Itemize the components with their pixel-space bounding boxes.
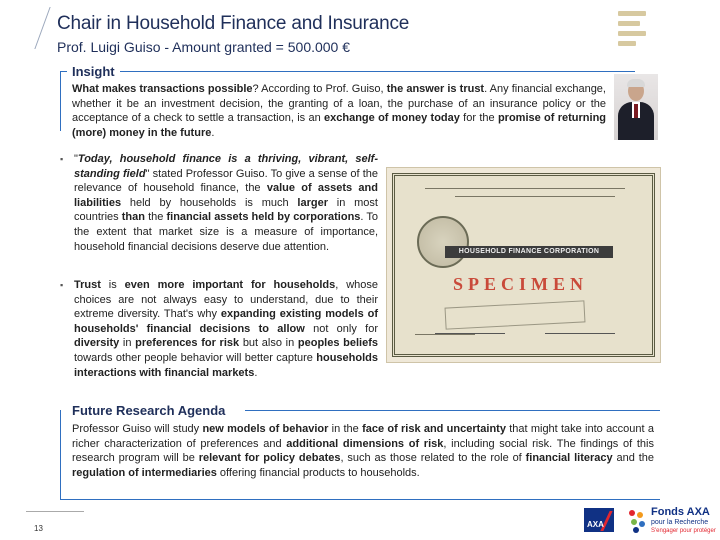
text-run: regulation of intermediaries <box>72 466 217 479</box>
text-run: new models of behavior <box>202 423 329 435</box>
insight-text <box>72 82 606 140</box>
text-run: . To the extent that market size is a measure of importance, household financial decisions deserve due attention. <box>74 211 378 253</box>
axa-logo-text: AXA <box>587 520 604 529</box>
text-run: " <box>74 153 78 165</box>
text-run: . <box>211 126 215 139</box>
text-run: Today, household finance is a thriving, vibrant, self-standing field <box>74 153 378 180</box>
bullet-text <box>74 279 378 379</box>
certificate-seal-icon <box>417 216 469 268</box>
text-run: . <box>254 366 258 379</box>
text-run: Professor Guiso will study <box>72 423 203 435</box>
research-text <box>72 422 654 480</box>
bullet-text <box>74 153 378 253</box>
text-run: " stated Professor Guiso. To give a sense of the relevance of household finance, the <box>74 167 378 195</box>
fonds-line2: S'engager pour protéger <box>651 528 716 534</box>
text-run: exchange of money today <box>324 112 460 124</box>
text-run: in <box>119 337 136 350</box>
axa-logo-icon <box>584 508 614 532</box>
text-run: peoples beliefs <box>297 337 378 350</box>
text-run: relevant for policy debates <box>198 452 341 464</box>
text-run: additional dimensions of risk <box>286 437 444 450</box>
footer-rule <box>26 511 84 512</box>
text-run: held by households is much <box>121 196 298 209</box>
text-run: face of risk and uncertainty <box>362 423 506 435</box>
text-run: is <box>100 279 125 291</box>
text-run: , including social risk. The findings of this research program will be <box>72 437 654 464</box>
bullet-household-finance <box>60 152 378 254</box>
fonds-name: Fonds AXA <box>651 506 710 518</box>
insight-label: Insight <box>67 64 120 79</box>
bullet-icon: ▪ <box>60 280 64 290</box>
page-title: Chair in Household Finance and Insurance <box>57 13 410 34</box>
top-logo-icon <box>612 6 652 52</box>
text-run: the answer is trust <box>386 83 485 95</box>
page-number: 13 <box>34 524 43 533</box>
text-run: diversity <box>74 337 120 350</box>
text-run: , whose choices are not always easy to understand, due to their extreme diversity. That's why <box>74 279 378 321</box>
text-run: ? According to Prof. Guiso, <box>252 83 387 95</box>
professor-portrait <box>614 74 658 140</box>
text-run: not only for <box>304 322 378 335</box>
text-run: and the <box>612 452 654 464</box>
certificate-banner: HOUSEHOLD FINANCE CORPORATION <box>445 246 613 258</box>
text-run: preferences for risk <box>135 337 240 350</box>
bullet-trust <box>60 278 378 380</box>
insight-frame-top <box>124 71 612 72</box>
text-run: Trust <box>74 279 101 291</box>
text-run: . Any financial exchange, whether it be an investment decision, the granting of a loan, the purchase of an insurance policy or the acceptance of a check to settle a transaction, is an <box>72 83 606 124</box>
fonds-line1: pour la Recherche <box>651 519 709 526</box>
text-run: the <box>144 211 167 224</box>
text-run: towards other people behavior will better capture <box>74 351 317 364</box>
stock-certificate-image <box>386 167 661 363</box>
text-run: value of assets and liabilities <box>74 182 378 209</box>
text-run: expanding existing models of households' financial decisions to allow <box>74 308 378 335</box>
text-run: than <box>121 211 145 224</box>
text-run: larger <box>297 196 328 209</box>
certificate-specimen-stamp: SPECIMEN <box>453 274 589 294</box>
text-run: for the <box>459 112 498 124</box>
text-run: in the <box>328 423 363 435</box>
text-run: offering financial products to households. <box>216 466 420 479</box>
text-run: that might take into account a richer characterization of preferences and <box>72 423 654 450</box>
text-run: in most countries <box>74 196 378 224</box>
fonds-dots-icon <box>627 508 647 534</box>
text-run: financial assets held by corporations <box>166 211 361 224</box>
page-subtitle: Prof. Luigi Guiso - Amount granted = 500.000 € <box>57 39 351 55</box>
text-run: , such as those related to the role of <box>340 452 526 464</box>
text-run: households interactions with financial markets <box>74 351 378 379</box>
text-run: even more important for households <box>124 279 336 291</box>
text-run: financial literacy <box>525 452 613 464</box>
research-label: Future Research Agenda <box>67 403 230 418</box>
research-frame-top <box>245 410 660 411</box>
bullet-icon: ▪ <box>60 154 64 164</box>
text-run: promise of returning (more) money in the future <box>72 112 607 139</box>
text-run: but also in <box>239 337 298 350</box>
text-run: What makes transactions possible <box>72 83 253 95</box>
